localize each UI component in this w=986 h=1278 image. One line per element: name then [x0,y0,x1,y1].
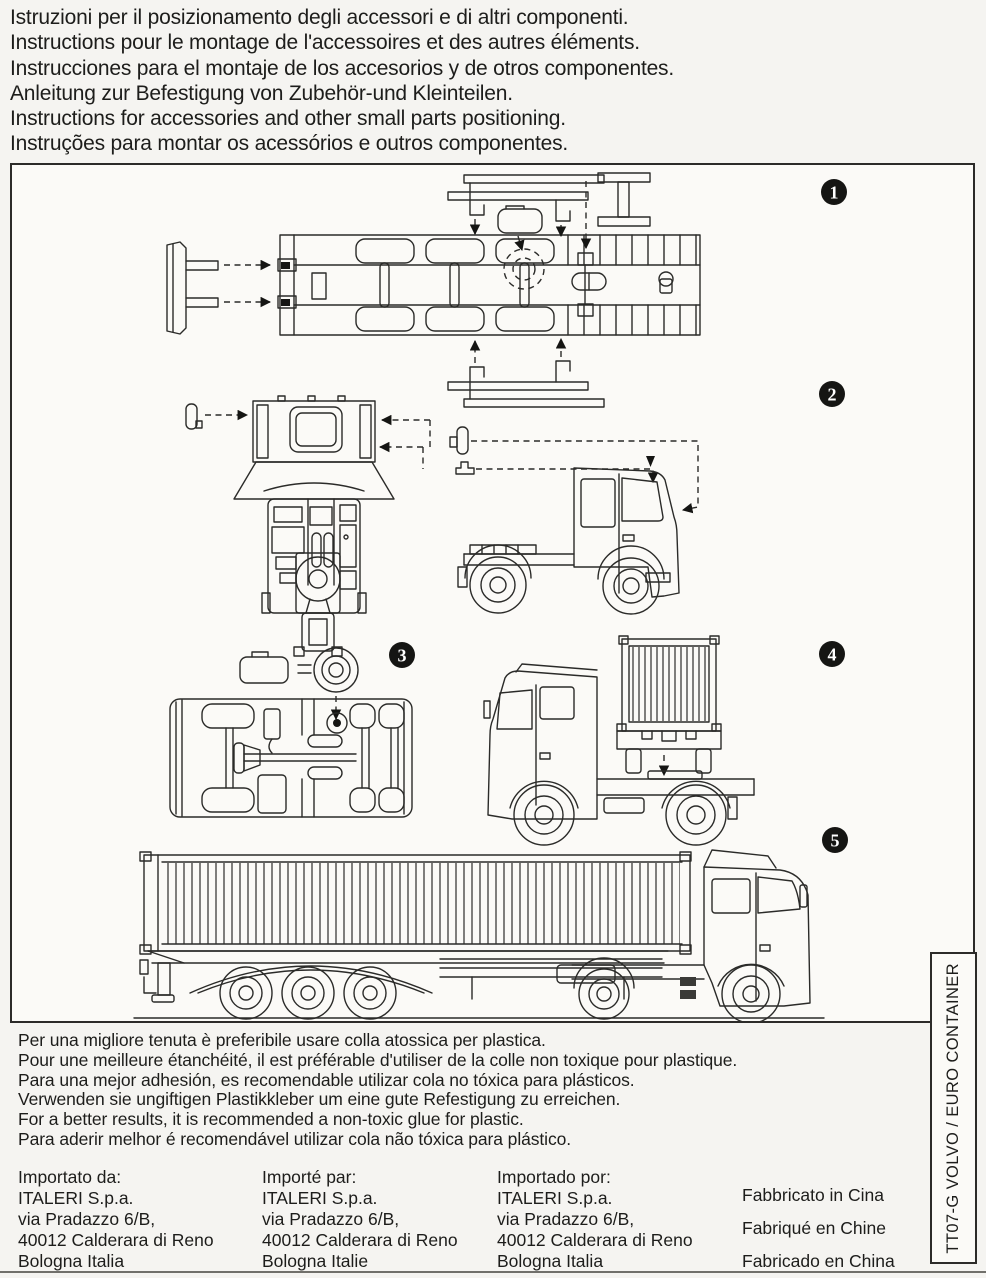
step-badge-5 [822,827,848,853]
importer-info-block [0,1167,986,1271]
svg-text:2: 2 [827,384,837,405]
container-guide-ribs [568,235,696,335]
spare-wheel-box-part [240,652,288,683]
importer-line: via Pradazzo 6/B, [497,1209,635,1229]
multilingual-instructions-heading [10,5,674,157]
step-badge-1 [821,179,847,205]
glue-note-line-pt: Para aderir melhor é recomendável utilizar cola não tóxica para plástico. [18,1128,571,1149]
glue-note-line-en: For a better results, it is recommended a non-toxic glue for plastic. [18,1109,524,1130]
svg-text:1: 1 [829,182,839,203]
importer-line: ITALERI S.p.a. [18,1188,134,1208]
step2-cab-mirrors-drawing [186,396,698,656]
step1-trailer-chassis-underside-drawing [167,173,700,407]
svg-text:5: 5 [830,830,840,851]
heading-line-es: Instrucciones para el montaje de los accesorios y de otros componentes. [10,56,674,80]
step-badge-2 [819,381,845,407]
step5-completed-truck-drawing [134,850,824,1021]
kit-code-label-box [930,952,977,1264]
landing-gear-part [598,173,650,226]
rear-bumper-part [167,242,218,334]
mirror-part-left [186,404,202,429]
step4-container-mounting-drawing [484,636,754,845]
importer-column-fr [262,1167,458,1272]
importer-line: 40012 Calderara di Reno [18,1230,214,1250]
toolbox-part [498,206,542,233]
kit-code-label: TT07-G VOLVO / EURO CONTAINER [944,962,962,1254]
kingpin-location-mark [504,249,544,289]
heading-line-it: Istruzioni per il posizionamento degli accessori e di altri componenti. [10,6,629,29]
glue-note-line-de: Verwenden sie ungiftigen Plastikkleber um eine gute Refestigung zu erreichen. [18,1089,621,1110]
semi-trailer-chassis [140,951,668,1019]
importer-column-it [18,1167,214,1272]
importer-line: Importado por: [497,1167,611,1187]
mirror-part-right [450,427,468,454]
svg-text:4: 4 [827,644,837,665]
importer-line: via Pradazzo 6/B, [18,1209,156,1229]
importer-column-es [497,1167,693,1272]
heading-line-de: Anleitung zur Befestigung von Zubehör-und Kleinteilen. [10,81,513,105]
heading-line-en: Instructions for accessories and other small parts positioning. [10,107,566,131]
page-bottom-rule [0,1271,986,1273]
importer-line: via Pradazzo 6/B, [262,1209,400,1229]
step3-spare-wheel-drawing [170,645,412,817]
container-side-view [140,852,691,954]
fifth-wheel-coupling-top-view [294,553,342,656]
container-rear-view [617,636,721,773]
step-badge-3 [389,642,415,668]
heading-line-fr: Instructions pour le montage de l'accessoires et des autres éléments. [10,31,640,55]
importer-line: Bologna Italia [18,1251,125,1271]
roof-clip-part [456,462,474,474]
tractor-side-view-step2 [458,456,679,614]
glue-note-line-es: Para una mejor adhesión, es recomendable utilizar cola no tóxica para plásticos. [18,1069,635,1090]
spare-wheel-part [314,648,358,692]
mudflap-bracket-part-top [448,175,604,221]
glue-note-line-it: Per una migliore tenuta è preferibile usare colla atossica per plastica. [18,1030,546,1050]
tractor-side-view-step4 [484,664,754,845]
made-in-line-it: Fabbricato in Cina [742,1185,885,1205]
importer-line: ITALERI S.p.a. [262,1188,378,1208]
made-in-china-block [742,1179,895,1278]
importer-line: Bologna Italie [262,1251,369,1271]
importer-line: 40012 Calderara di Reno [497,1230,693,1250]
mirror-attach-arrow [646,456,655,467]
assembly-diagram-panel [10,163,975,1023]
glue-note-line-fr: Pour une meilleure étanchéité, il est préférable d'utiliser de la colle non toxique pour plastique. [18,1049,738,1070]
tractor-chassis-underside [170,699,412,817]
heading-line-pt: Instruções para montar os acessórios e outros componentes. [10,132,569,156]
importer-line: Importato da: [18,1167,122,1187]
equals-sign [298,665,311,673]
made-in-line-fr: Fabriqué en Chine [742,1218,886,1238]
trailer-chassis-top-view [278,235,700,335]
assembly-diagram-svg [12,165,973,1021]
importer-line: 40012 Calderara di Reno [262,1230,458,1250]
importer-line: Bologna Italia [497,1251,604,1271]
cab-top-view [234,396,394,656]
fifth-wheel-plate [648,771,702,779]
step-badge-4 [819,641,845,667]
mudflap-bracket-part-bottom [448,361,604,407]
importer-line: Importé par: [262,1167,357,1187]
svg-text:3: 3 [397,645,407,666]
glue-recommendation-note [18,1031,737,1150]
made-in-line-es: Fabricado en China [742,1251,895,1271]
importer-line: ITALERI S.p.a. [497,1188,613,1208]
